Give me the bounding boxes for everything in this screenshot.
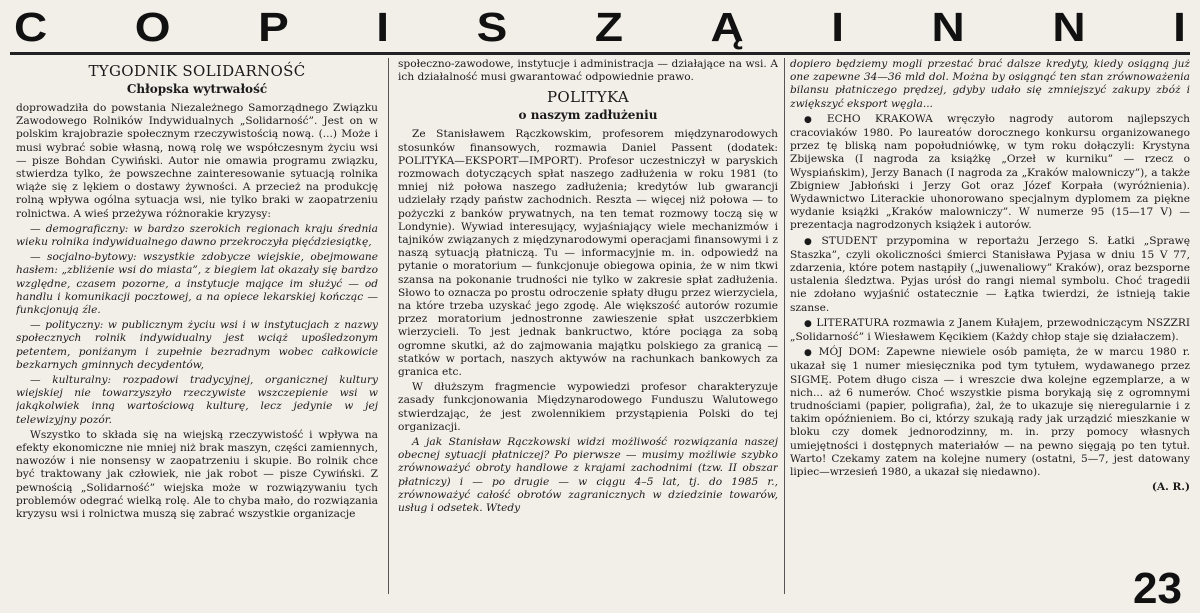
section-subtitle: o naszym zadłużeniu	[518, 108, 658, 123]
masthead-letter: Ą	[710, 4, 744, 50]
section-title: TYGODNIK SOLIDARNOŚĆ	[88, 62, 306, 80]
masthead-letter: I	[831, 4, 845, 50]
paragraph: W dłuższym fragmencie wypowiedzi profesor charakteryzuje zasady funkcjonowania Międzynarodowego Funduszu Walutowego stwierdzając, że jest zwolennikiem przystąpienia Polski do tej organizacji.	[398, 381, 778, 433]
masthead-letter: Z	[594, 4, 623, 50]
column-1	[16, 58, 378, 594]
masthead	[14, 4, 1186, 50]
paragraph: dopiero będziemy mogli przestać brać dalsze kredyty, kiedy osiągną już one zapewne 34—36 mld dol. Można by osiągnąć ten stan zrównoważenia bilansu płatniczego prędzej, gdyby udało się zmniejszyć zakupy zbóż i zwiększyć eksport węgla...	[790, 58, 1190, 110]
news-item: ● STUDENT przypomina w reportażu Jerzego S. Łatki „Sprawę Staszka”, czyli okoliczności śmierci Stanisława Pyjasa w dniu 15 V 77, zdarzenia, które potem nastąpiły („juwenaliowy” Kraków), oraz bezsporne ustalenia śledztwa. Pyjas urósł do rangi niemal symbolu. Choć tragedii nie zdołano wyjaśnić ostatecznie — Łątka twierdzi, że istnieją takie szanse.	[790, 235, 1190, 315]
masthead-letter: P	[258, 4, 289, 50]
paragraph: — polityczny: w publicznym życiu wsi i w instytucjach z nazwy społecznych rolnik indywidualny jest wciąż upośledzonym petentem, poniżanym i zupełnie bezradnym wobec całkowicie bezkarnych gminnych decydentów,	[16, 319, 378, 371]
paragraph: A jak Stanisław Rączkowski widzi możliwość rozwiązania naszej obecnej sytuacji płatniczej? Po pierwsze — musimy możliwie szybko zrównoważyć obroty handlowe z krajami zachodnimi (tzw. II obszar płatniczy) i — po drugie — w ciągu 4–5 lat, tj. do 1985 r., zrównoważyć całość obrotów zagranicznych w dziedzinie towarów, usług i odsetek. Wtedy	[398, 436, 778, 515]
paragraph: społeczno-zawodowe, instytucje i administracja — działające na wsi. A ich działalność musi gwarantować odpowiednie prawo.	[398, 58, 778, 84]
masthead-letter: O	[134, 4, 171, 50]
news-item: ● ECHO KRAKOWA wręczyło nagrody autorom najlepszych cracoviaków 1980. Po laureatów dorocznego konkursu organizowanego przez tę bliską nam popołudniówkę, w tym roku dołączyli: Krystyna Zbijewska (I nagroda za książkę „Orzeł w kurniku” — rzecz o Wyspiańskim), Jerzy Banach (I nagroda za „Kraków malowniczy”), a także Zbigniew Jabłoński i Jerzy Got oraz Józef Korpała (wyróżnienia). Wydawnictwo Literackie uhonorowano specjalnym dyplomem za piękne wydanie książki „Kraków malowniczy”. W numerze 95 (15—17 V) — prezentacja nagrodzonych książek i autorów.	[790, 113, 1190, 233]
paragraph: — kulturalny: rozpadowi tradycyjnej, organicznej kultury wiejskiej nie towarzyszyło rzeczywiste wszczepienie wsi w jakąkolwiek inną wartościową kulturę, lecz jedynie w jej telewizyjny pozór.	[16, 374, 378, 426]
masthead-letter: C	[14, 4, 48, 50]
paragraph: Ze Stanisławem Rączkowskim, profesorem międzynarodowych stosunków finansowych, rozmawia Daniel Passent (dodatek: POLITYKA—EKSPORT—IMPORT). Profesor uczestniczył w paryskich rozmowach dotyczących spłat naszego zadłużenia w roku 1981 (to mniej niż połowa naszego zadłużenia; kredytów lub gwarancji udzielały rządy państw zachodnich. Reszta — więcej niż połowa — to pożyczki z banków prywatnych, na ten temat rozmowy toczą się w Londynie). Wywiad interesujący, wyjaśniający wiele mechanizmów i tajników związanych z międzynarodowymi operacjami finansowymi i z naszą sytuacją płatniczą. Tu — informacyjnie m. in. odpowiedź na pytanie o moratorium — funkcjonuje obiegowa opinia, że w nim tkwi szansa na pokonanie trudności nie tylko w zakresie spłat zadłużenia. Słowo to oznacza po prostu odroczenie spłaty długu przez wierzyciela, na które trzeba uzyskać jego zgodę. Ale większość autorów rozumie przez moratorium jednostronne zawieszenie spłat uszczerbkiem wierzycieli. To jest jednak bankructwo, które pociąga za sobą ogromne skutki, aż do zajmowania majątku polskiego za granicą — statków w portach, naszych aktywów na rachunkach bankowych za granica etc.	[398, 128, 778, 379]
paragraph: — demograficzny: w bardzo szerokich regionach kraju średnia wieku rolnika indywidualnego dawno przekroczyła pięćdziesiątkę,	[16, 222, 378, 249]
signature: (A. R.)	[1151, 481, 1190, 494]
masthead-letter: N	[931, 4, 965, 50]
paragraph: Wszystko to składa się na wiejską rzeczywistość i wpływa na efekty ekonomiczne nie mniej niż brak maszyn, części zamiennych, nawozów i nie nonsensy w zaopatrzeniu i skupie. Bo rolnik chce być traktowany jak człowiek, nie jak robot — pisze Cywiński. Z pewnością „Solidarność” wiejska może w rozwiązywaniu tych problemów odegrać wielką rolę. Ale to chyba mało, do rozwiązania kryzysu wsi i rolnictwa muszą się zabrać wszystkie organizacje	[16, 428, 378, 521]
paragraph: doprowadziła do powstania Niezależnego Samorządnego Związku Zawodowego Rolników Indywidualnych „Solidarność”. Jest on w polskim krajobrazie społecznym rzeczywistością nową. (...) Może i musi wybrać sobie własną, nową rolę we współczesnym życiu wsi — pisze Bohdan Cywiński. Autor nie omawia programu związku, stwierdza tylko, że powszechne zainteresowanie sytuacją rolnika wiąże się z lękiem o dostawy żywności. A przecież na produkcję rolną wpływa ogólna sytuacja wsi, nie tylko braki w zaopatrzeniu rolnictwa. A wieś przeżywa różnorakie kryzysy:	[16, 102, 378, 220]
masthead-letter: S	[476, 4, 508, 50]
masthead-letter: I	[376, 4, 390, 50]
paragraph: — socjalno-bytowy: wszystkie zdobycze wiejskie, obejmowane hasłem: „zbliżenie wsi do miasta”, z biegiem lat okazały się bardzo względne, czasem pozorne, a instytucje mające im służyć — od handlu i komunikacji pocztowej, a na opiece lekarskiej kończąc — funkcjonują źle.	[16, 251, 378, 317]
section-title: POLITYKA	[546, 88, 629, 107]
news-item: ● LITERATURA rozmawia z Janem Kułajem, przewodniczącym NSZZRI „Solidarność” i Wiesławem Kęcikiem (Każdy chłop staje się działaczem).	[790, 317, 1190, 344]
column-divider	[388, 58, 389, 594]
column-3	[790, 58, 1190, 594]
column-divider	[784, 58, 785, 594]
page-number: 23	[1133, 564, 1182, 613]
section-subtitle: Chłopska wytrwałość	[126, 82, 268, 96]
masthead-letter: N	[1052, 4, 1086, 50]
masthead-letter: I	[1173, 4, 1186, 50]
masthead-rule	[10, 52, 1190, 55]
column-2	[398, 58, 778, 594]
news-item: ● MÓJ DOM: Zapewne niewiele osób pamięta, że w marcu 1980 r. ukazał się 1 numer miesięcznika pod tym tytułem, wydawanego przez SIGMĘ. Potem długo cisza — i wreszcie dwa kolejne egzemplarze, a w nich... aż 6 numerów. Choć wszystkie pisma borykają się z ogromnymi trudnościami (papier, poligrafia), żal, że to ukazuje się nieregularnie i z takim opóźnieniem. Bo ci, którzy szukają rady jak urządzić mieszkanie w bloku czy domek jednorodzinny, m. in. przy pomocy własnych umiejętności i dostępnych materiałów — na pewno sięgają po ten tytuł. Warto! Czekamy zatem na kolejne numery (ostatni, 5—7, jest datowany lipiec—wrzesień 1980, a ukazał się niedawno).	[790, 346, 1190, 479]
